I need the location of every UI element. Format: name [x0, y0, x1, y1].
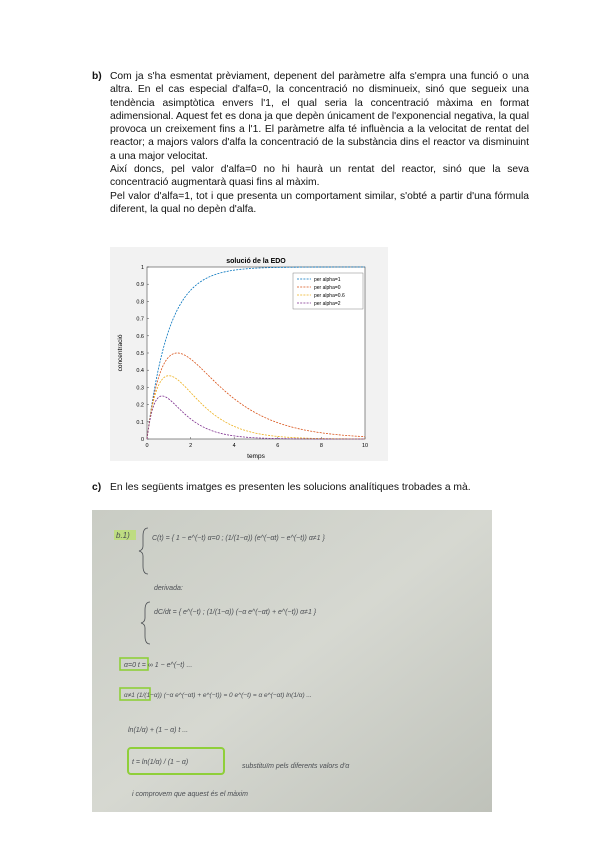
note-line-1: b.1): [116, 531, 130, 540]
ode-solution-chart: [110, 247, 388, 461]
note-line-8: t = ln(1/α) / (1 − α): [132, 759, 189, 766]
legend: [293, 273, 363, 309]
y-tick-label: 1: [140, 265, 144, 271]
y-tick-label: 0.1: [136, 419, 144, 426]
note-line-4: dC/dt = { e^(−t) ; (1/(1−α)) (−α e^(−αt) + e^(−t)) α≠1 }: [154, 609, 317, 616]
legend-label: per alpha=0: [314, 285, 341, 291]
handwritten-solutions-photo: [92, 510, 492, 812]
x-tick-label: 4: [232, 443, 236, 449]
x-axis-label: temps: [247, 453, 265, 460]
legend-label: per alpha=0.6: [314, 293, 345, 299]
section-b: [92, 70, 529, 216]
section-b-body: [110, 70, 529, 216]
note-line-2: C(t) = { 1 − e^(−t) α=0 ; (1/(1−α)) (e^(−αt) − e^(−t)) α≠1 }: [152, 535, 325, 542]
section-b-marker: b): [92, 71, 102, 82]
note-line-9: substituïm pels diferents valors d'α: [242, 763, 350, 770]
y-tick-label: 0: [140, 437, 144, 443]
section-c-text: En les següents imatges es presenten les solucions analítiques trobades a mà.: [110, 482, 471, 493]
legend-label: per alpha=1: [314, 277, 341, 283]
y-tick-label: 0.9: [136, 282, 144, 289]
y-tick-label: 0.7: [136, 316, 144, 323]
x-tick-label: 8: [319, 443, 323, 449]
x-tick-label: 10: [361, 443, 369, 449]
section-b-paragraph-3: Pel valor d'alfa=1, tot i que presenta un comportament similar, s'obté a partir d'una fórmula diferent, la qual no depèn d'alfa.: [110, 190, 529, 215]
chart-title: solució de la EDO: [226, 258, 286, 265]
y-tick-label: 0.6: [136, 333, 144, 340]
section-b-paragraph-2: Així doncs, pel valor d'alfa=0 no hi haurà un rentat del reactor, sinó que la seva concentració augmentarà quasi fins al màxim.: [110, 164, 529, 189]
note-line-5: α=0 t = ∞ 1 − e^(−t) ...: [124, 662, 193, 669]
legend-label: per alpha=2: [314, 301, 341, 307]
handwritten-notes-drawing: [92, 510, 492, 812]
note-line-10: i comprovem que aquest és el màxim: [132, 791, 248, 798]
y-tick-label: 0.8: [136, 299, 144, 306]
note-line-6: α≠1 (1/(1−α)) (−α e^(−αt) + e^(−t)) = 0 e^(−t) = α e^(−αt) ln(1/α) ...: [124, 692, 312, 699]
x-tick-label: 0: [145, 443, 149, 449]
y-tick-label: 0.3: [136, 385, 144, 392]
y-axis-label: concentració: [117, 334, 124, 372]
chart-svg: [110, 247, 388, 461]
y-tick-label: 0.2: [136, 402, 144, 409]
section-c-marker: c): [92, 482, 102, 493]
section-b-paragraph-1: Com ja s'ha esmentat prèviament, depenent del paràmetre alfa s'empra una funció o una altra. En el cas especial d'alfa=0, la concentració no disminueix, sinó que segueix una tendència asimptòtica envers l'1, el qual seria la concentració màxima en format adimensional. Aquest fet es dona ja que depèn únicament de l'exponencial negativa, la qual provoca un creixement fins a l'1. El paràmetre alfa té influència a la velocitat de rentat del reactor; a majors valors d'alfa la concentració de la substància dins el reactor va disminuint a una major velocitat.: [110, 71, 529, 162]
note-line-3: derivada:: [154, 585, 183, 592]
y-tick-label: 0.5: [136, 351, 144, 357]
x-tick-label: 2: [189, 443, 193, 449]
y-tick-label: 0.4: [136, 368, 144, 375]
x-tick-label: 6: [276, 443, 280, 449]
section-c: [92, 481, 529, 494]
note-line-7: ln(1/α) + (1 − α) t ...: [128, 727, 189, 734]
